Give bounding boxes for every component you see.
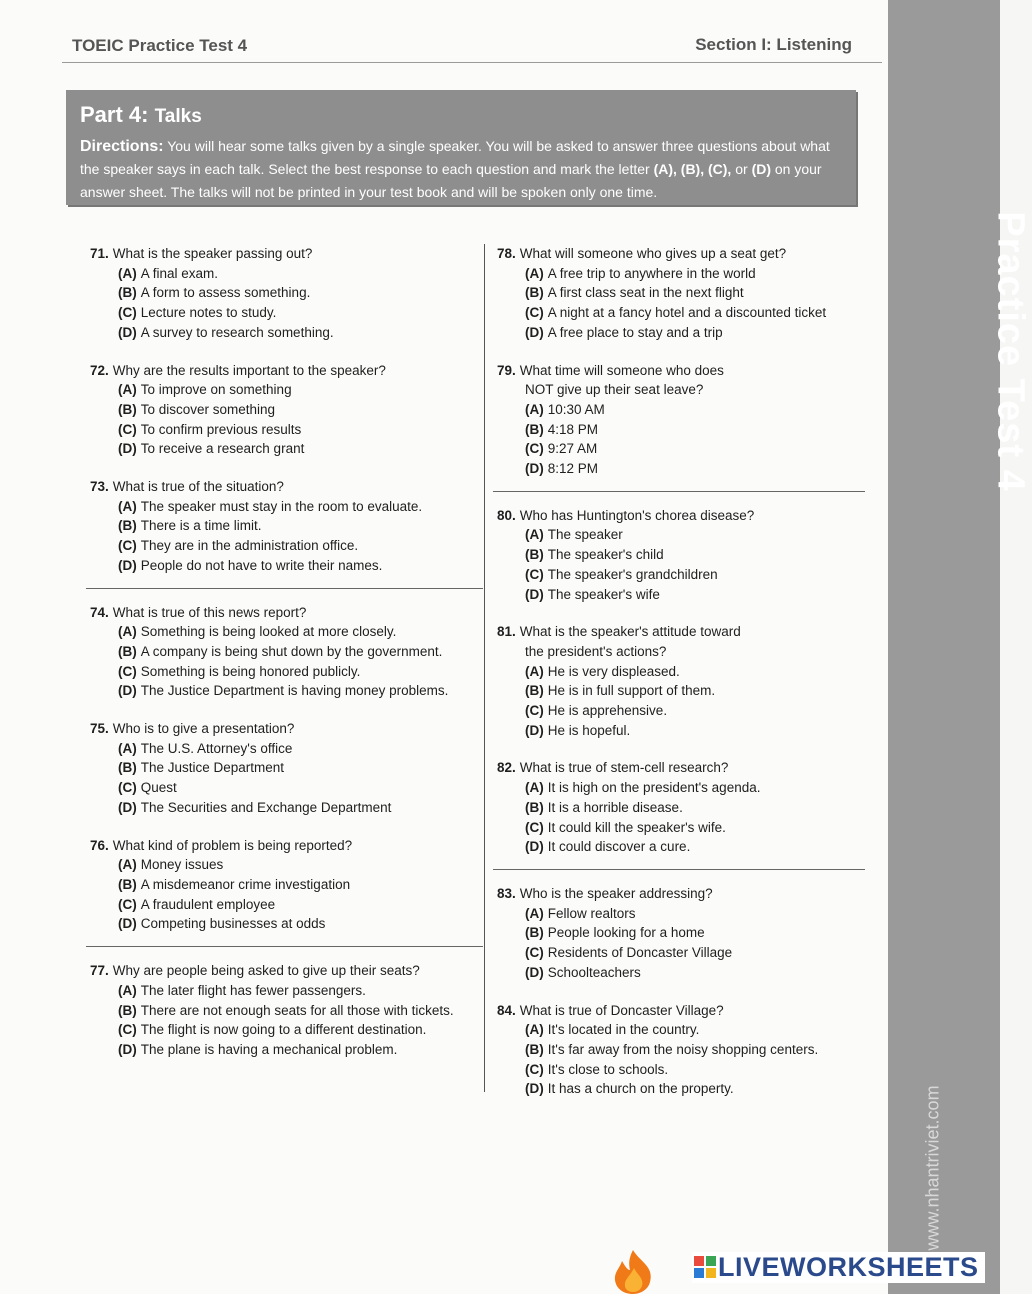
answer-option[interactable] — [497, 1040, 857, 1060]
answer-option[interactable] — [497, 721, 857, 741]
question-stem — [90, 361, 475, 381]
option-letter: (A) — [525, 663, 544, 679]
option-text: The Justice Department — [140, 760, 285, 776]
answer-option[interactable] — [497, 283, 857, 303]
option-letter: (C) — [118, 780, 137, 796]
option-letter: (A) — [525, 265, 544, 281]
option-letter: (D) — [118, 916, 137, 932]
option-letter: (C) — [118, 421, 137, 437]
option-text: There is a time limit. — [140, 518, 262, 534]
option-text: A final exam. — [140, 265, 219, 281]
option-text: Quest — [140, 780, 177, 796]
option-letter: (A) — [118, 740, 137, 756]
option-letter: (B) — [118, 876, 137, 892]
option-text: Residents of Doncaster Village — [547, 945, 733, 961]
answer-option[interactable] — [90, 758, 475, 778]
liveworksheets-text: LIVEWORKSHEETS — [718, 1252, 979, 1282]
option-text: He is hopeful. — [547, 722, 631, 738]
option-text: It could kill the speaker's wife. — [547, 819, 726, 835]
option-text: The speaker's wife — [547, 586, 660, 602]
option-letter: (D) — [525, 586, 544, 602]
option-letter: (A) — [525, 905, 544, 921]
liveworksheets-icon — [694, 1256, 716, 1278]
question-number: 74. — [90, 604, 109, 620]
option-text: A night at a fancy hotel and a discounted ticket — [547, 305, 827, 321]
option-text: A fraudulent employee — [140, 896, 276, 912]
flame-icon — [604, 1248, 662, 1294]
option-text: It's located in the country. — [547, 1022, 700, 1038]
option-letter: (D) — [525, 964, 544, 980]
right-question-column — [497, 244, 857, 1117]
option-text: To discover something — [140, 401, 276, 417]
question-stem — [90, 477, 475, 497]
answer-option[interactable] — [90, 662, 475, 682]
answer-option[interactable] — [497, 1079, 857, 1099]
answer-option[interactable] — [497, 943, 857, 963]
option-text: Money issues — [140, 857, 224, 873]
question-text: Why are people being asked to give up their seats? — [112, 963, 420, 979]
question-stem — [497, 1001, 857, 1021]
answer-option[interactable] — [497, 963, 857, 983]
question-number: 79. — [497, 362, 516, 378]
section-divider — [493, 869, 865, 870]
option-text: Lecture notes to study. — [140, 305, 277, 321]
option-letter: (B) — [118, 760, 137, 776]
option-letter: (C) — [525, 703, 544, 719]
question-stem — [90, 961, 475, 981]
question-number: 71. — [90, 246, 109, 261]
option-letter: (B) — [118, 285, 137, 301]
option-letter: (D) — [525, 461, 544, 477]
option-text: He is very displeased. — [547, 663, 680, 679]
option-text: To receive a research grant — [140, 441, 305, 457]
option-letter: (B) — [525, 683, 544, 699]
option-letter: (B) — [525, 547, 544, 563]
directions-body-2: on your answer sheet. The talks will not be printed in your test book and will be spoken only one time. — [80, 161, 822, 200]
question-number: 78. — [497, 246, 516, 261]
answer-option[interactable] — [497, 565, 857, 585]
option-text: A free trip to anywhere in the world — [547, 265, 756, 281]
question-76 — [90, 836, 475, 935]
option-text: It's far away from the noisy shopping centers. — [547, 1041, 819, 1057]
answer-option[interactable] — [90, 895, 475, 915]
directions-label: Directions: — [80, 138, 164, 155]
option-text: They are in the administration office. — [140, 538, 359, 554]
option-text: A company is being shut down by the government. — [140, 643, 443, 659]
option-letter: (C) — [525, 1061, 544, 1077]
answer-option[interactable] — [497, 837, 857, 857]
answer-option[interactable] — [90, 400, 475, 420]
option-text: 8:12 PM — [547, 461, 599, 477]
directions-letters: (A), (B), (C), — [653, 161, 732, 177]
option-letter: (A) — [118, 624, 137, 640]
option-letter: (D) — [118, 683, 137, 699]
option-text: The later flight has fewer passengers. — [140, 982, 366, 998]
question-text: What time will someone who does — [519, 362, 724, 378]
question-77 — [90, 961, 475, 1060]
answer-option[interactable] — [90, 1020, 475, 1040]
answer-option[interactable] — [497, 420, 857, 440]
question-stem — [497, 884, 857, 904]
answer-option[interactable] — [90, 622, 475, 642]
answer-option[interactable] — [90, 556, 475, 576]
left-question-column — [90, 244, 475, 1078]
question-text: What is true of stem-cell research? — [519, 760, 729, 776]
question-text: What will someone who gives up a seat get? — [519, 246, 787, 261]
answer-option[interactable] — [497, 400, 857, 420]
option-letter: (C) — [525, 819, 544, 835]
option-letter: (A) — [525, 1022, 544, 1038]
option-text: He is in full support of them. — [547, 683, 716, 699]
option-text: It is high on the president's agenda. — [547, 780, 761, 796]
option-text: It's close to schools. — [547, 1061, 669, 1077]
answer-option[interactable] — [497, 798, 857, 818]
option-text: To confirm previous results — [140, 421, 302, 437]
question-number: 81. — [497, 624, 516, 640]
question-text: Why are the results important to the speaker? — [112, 362, 386, 378]
option-text: The speaker — [547, 527, 623, 543]
option-letter: (C) — [525, 441, 544, 457]
question-text: Who has Huntington's chorea disease? — [519, 507, 755, 523]
header-divider — [62, 62, 882, 63]
option-letter: (C) — [118, 896, 137, 912]
question-stem — [90, 244, 475, 264]
question-text: What kind of problem is being reported? — [112, 837, 353, 853]
question-number: 72. — [90, 362, 109, 378]
option-letter: (A) — [525, 780, 544, 796]
directions-or: or — [731, 161, 752, 177]
option-letter: (D) — [525, 839, 544, 855]
option-letter: (A) — [118, 382, 137, 398]
question-text: Who is the speaker addressing? — [519, 885, 713, 901]
question-83 — [497, 884, 857, 983]
answer-option[interactable] — [90, 681, 475, 701]
option-text: 10:30 AM — [547, 401, 605, 417]
option-text: The speaker's child — [547, 547, 664, 563]
question-73 — [90, 477, 475, 576]
option-letter: (B) — [118, 401, 137, 417]
answer-option[interactable] — [90, 380, 475, 400]
option-text: Schoolteachers — [547, 964, 641, 980]
question-stem — [497, 758, 857, 778]
option-text: 9:27 AM — [547, 441, 598, 457]
option-letter: (B) — [118, 1002, 137, 1018]
question-text: What is true of this news report? — [112, 604, 307, 620]
directions-body-1: You will hear some talks given by a single speaker. You will be asked to answer three questions about what the speaker says in each talk. Select the best response to each question and mark the letter — [80, 138, 830, 177]
question-text: Who is to give a presentation? — [112, 721, 295, 737]
option-text: A form to assess something. — [140, 285, 311, 301]
option-letter: (B) — [118, 643, 137, 659]
section-divider — [86, 588, 483, 589]
question-number: 77. — [90, 963, 109, 979]
option-text: People do not have to write their names. — [140, 557, 383, 573]
option-text: To improve on something — [140, 382, 292, 398]
option-text: Fellow realtors — [547, 905, 636, 921]
directions-box — [66, 90, 856, 205]
question-75 — [90, 719, 475, 818]
option-letter: (B) — [118, 518, 137, 534]
answer-option[interactable] — [90, 439, 475, 459]
answer-option[interactable] — [497, 545, 857, 565]
question-text: What is true of the situation? — [112, 479, 284, 495]
question-84 — [497, 1001, 857, 1100]
question-stem — [90, 603, 475, 623]
option-text: A first class seat in the next flight — [547, 285, 744, 301]
option-letter: (C) — [525, 945, 544, 961]
question-stem — [90, 719, 475, 739]
option-letter: (D) — [118, 557, 137, 573]
option-letter: (A) — [118, 982, 137, 998]
answer-option[interactable] — [497, 778, 857, 798]
liveworksheets-logo — [692, 1252, 985, 1283]
question-number: 82. — [497, 760, 516, 776]
answer-option[interactable] — [90, 778, 475, 798]
option-text: It has a church on the property. — [547, 1081, 734, 1097]
option-letter: (A) — [118, 498, 137, 514]
option-letter: (D) — [525, 722, 544, 738]
answer-option[interactable] — [90, 642, 475, 662]
answer-option[interactable] — [90, 1040, 475, 1060]
answer-option[interactable] — [497, 1020, 857, 1040]
option-letter: (C) — [118, 305, 137, 321]
answer-option[interactable] — [90, 739, 475, 759]
option-text: A free place to stay and a trip — [547, 324, 723, 340]
answer-option[interactable] — [497, 439, 857, 459]
question-82 — [497, 758, 857, 857]
part-heading — [80, 102, 842, 128]
question-text: What is true of Doncaster Village? — [519, 1002, 724, 1018]
option-text: The speaker must stay in the room to evaluate. — [140, 498, 423, 514]
answer-option[interactable] — [90, 283, 475, 303]
answer-option[interactable] — [90, 798, 475, 818]
question-number: 73. — [90, 479, 109, 495]
option-letter: (A) — [118, 265, 137, 281]
option-text: 4:18 PM — [547, 421, 599, 437]
option-text: People looking for a home — [547, 925, 705, 941]
question-stem — [497, 244, 857, 264]
answer-option[interactable] — [497, 681, 857, 701]
option-letter: (C) — [525, 305, 544, 321]
option-letter: (D) — [118, 799, 137, 815]
option-letter: (D) — [118, 324, 137, 340]
answer-option[interactable] — [90, 323, 475, 343]
answer-option[interactable] — [90, 855, 475, 875]
side-tab — [888, 0, 1000, 1294]
option-letter: (A) — [525, 527, 544, 543]
answer-option[interactable] — [90, 981, 475, 1001]
answer-option[interactable] — [497, 818, 857, 838]
answer-option[interactable] — [497, 1060, 857, 1080]
test-title: TOEIC Practice Test 4 — [72, 36, 248, 55]
answer-option[interactable] — [90, 303, 475, 323]
answer-option[interactable] — [497, 904, 857, 924]
answer-option[interactable] — [90, 536, 475, 556]
option-text: Something is being honored publicly. — [140, 663, 361, 679]
option-letter: (C) — [525, 566, 544, 582]
option-letter: (D) — [525, 324, 544, 340]
part-subtitle: Talks — [154, 106, 202, 127]
answer-option[interactable] — [497, 525, 857, 545]
option-text: It is a horrible disease. — [547, 799, 683, 815]
option-text: It could discover a cure. — [547, 839, 691, 855]
option-letter: (B) — [525, 799, 544, 815]
option-text: A misdemeanor crime investigation — [140, 876, 351, 892]
question-stem — [497, 622, 857, 642]
question-text: What is the speaker's attitude toward — [519, 624, 741, 640]
question-78 — [497, 244, 857, 343]
option-text: Something is being looked at more closely. — [140, 624, 397, 640]
directions-text — [80, 135, 842, 204]
option-text: The Justice Department is having money problems. — [140, 683, 449, 699]
answer-option[interactable] — [497, 662, 857, 682]
question-71 — [90, 244, 475, 343]
option-text: The U.S. Attorney's office — [140, 740, 293, 756]
option-text: The Securities and Exchange Department — [140, 799, 392, 815]
question-number: 75. — [90, 721, 109, 737]
option-text: Competing businesses at odds — [140, 916, 326, 932]
question-74 — [90, 603, 475, 702]
question-stem — [497, 361, 857, 381]
option-letter: (B) — [525, 285, 544, 301]
answer-option[interactable] — [497, 459, 857, 479]
option-letter: (D) — [118, 441, 137, 457]
question-number: 76. — [90, 837, 109, 853]
question-72 — [90, 361, 475, 460]
option-text: The flight is now going to a different destination. — [140, 1022, 427, 1038]
option-letter: (D) — [525, 1081, 544, 1097]
question-80 — [497, 506, 857, 605]
question-81 — [497, 622, 857, 740]
question-number: 84. — [497, 1002, 516, 1018]
option-letter: (C) — [118, 663, 137, 679]
question-text: What is the speaker passing out? — [112, 246, 313, 261]
option-text: The speaker's grandchildren — [547, 566, 718, 582]
answer-option[interactable] — [497, 303, 857, 323]
option-text: There are not enough seats for all those with tickets. — [140, 1002, 454, 1018]
option-letter: (A) — [525, 401, 544, 417]
option-letter: (B) — [525, 421, 544, 437]
column-divider — [484, 244, 485, 1092]
answer-option[interactable] — [90, 497, 475, 517]
option-text: The plane is having a mechanical problem. — [140, 1041, 398, 1057]
side-tab-title: Practice Test 4 — [989, 211, 1032, 492]
answer-option[interactable] — [497, 264, 857, 284]
answer-option[interactable] — [497, 923, 857, 943]
question-stem — [90, 836, 475, 856]
publisher-url: www.nhantriviet.com — [922, 1085, 943, 1251]
option-letter: (C) — [118, 1022, 137, 1038]
answer-option[interactable] — [90, 264, 475, 284]
part-number: Part 4: — [80, 102, 149, 127]
section-divider — [86, 946, 483, 947]
directions-letter-d: (D) — [751, 161, 771, 177]
option-letter: (A) — [118, 857, 137, 873]
question-number: 80. — [497, 507, 516, 523]
option-letter: (C) — [118, 538, 137, 554]
answer-option[interactable] — [497, 585, 857, 605]
answer-option[interactable] — [90, 1001, 475, 1021]
question-text-continued: the president's actions? — [525, 643, 667, 659]
section-divider — [493, 491, 865, 492]
question-number: 83. — [497, 885, 516, 901]
option-letter: (B) — [525, 1041, 544, 1057]
section-title: Section I: Listening — [695, 35, 852, 54]
answer-option[interactable] — [497, 323, 857, 343]
answer-option[interactable] — [90, 914, 475, 934]
question-79 — [497, 361, 857, 479]
question-stem — [497, 506, 857, 526]
option-text: He is apprehensive. — [547, 703, 668, 719]
option-letter: (D) — [118, 1041, 137, 1057]
option-letter: (B) — [525, 925, 544, 941]
answer-option[interactable] — [90, 875, 475, 895]
answer-option[interactable] — [90, 420, 475, 440]
answer-option[interactable] — [497, 701, 857, 721]
question-text-continued: NOT give up their seat leave? — [525, 382, 704, 398]
option-text: A survey to research something. — [140, 324, 334, 340]
answer-option[interactable] — [90, 516, 475, 536]
